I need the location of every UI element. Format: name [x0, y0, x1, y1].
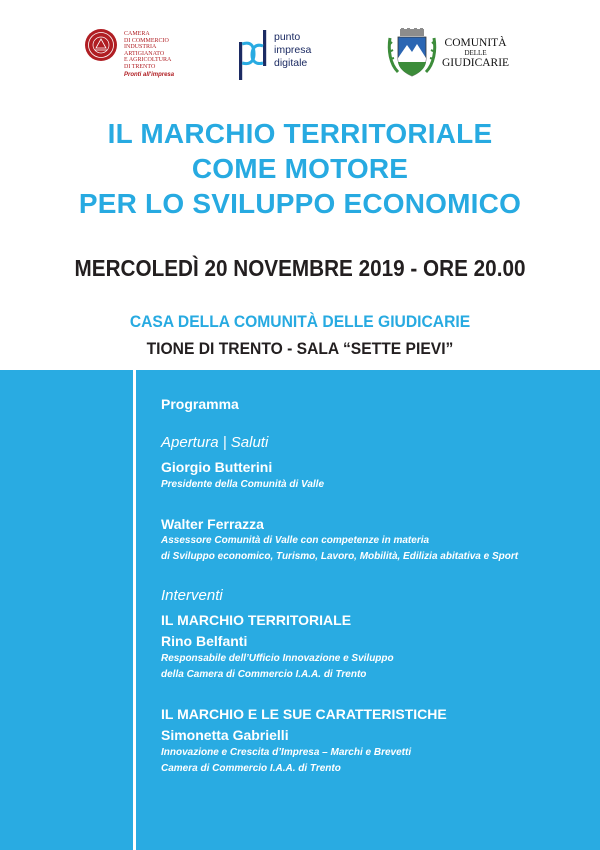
- giud-line: COMUNITÀ: [444, 37, 507, 49]
- pid-line: punto: [274, 31, 301, 43]
- giud-line: DELLE: [464, 49, 487, 57]
- cciaa-slogan: Pronti all'impresa: [124, 72, 175, 78]
- giudicarie-name: [442, 37, 509, 80]
- giud-line: GIUDICARIE: [442, 57, 510, 69]
- speaker-name: Giorgio Butterini: [161, 459, 273, 475]
- speaker-name: Rino Belfanti: [161, 633, 248, 649]
- pid-line: impresa: [274, 44, 312, 56]
- speaker-role: Responsabile dell’Ufficio Innovazione e Sviluppo: [161, 653, 394, 664]
- logo-bar: [0, 28, 600, 84]
- program-panel: [0, 370, 600, 850]
- cciaa-line: DI TRENTO: [124, 63, 156, 70]
- cciaa-logo: [84, 28, 188, 78]
- speaker-role: della Camera di Commercio I.A.A. di Trento: [161, 669, 367, 680]
- giudicarie-logo: [386, 28, 509, 80]
- title-line: COME MOTORE: [191, 153, 409, 184]
- pid-logo: [238, 28, 311, 80]
- speaker-role: Assessore Comunità di Valle con competenze in materia: [161, 535, 430, 546]
- event-venue: CASA DELLA COMUNITÀ DELLE GIUDICARIE: [129, 312, 471, 331]
- coat-of-arms-icon: [386, 28, 438, 80]
- talk-topic: IL MARCHIO TERRITORIALE: [161, 612, 352, 628]
- speaker-role: di Sviluppo economico, Turismo, Lavoro, Mobilità, Edilizia abitativa e Sport: [161, 551, 519, 562]
- chamber-seal-icon: [84, 28, 118, 62]
- cciaa-name: [124, 31, 188, 71]
- program-heading: Programma: [161, 396, 239, 412]
- speaker-name: Walter Ferrazza: [161, 516, 264, 532]
- pid-wordmark: [274, 31, 311, 80]
- speaker-role: Presidente della Comunità di Valle: [161, 479, 325, 490]
- cciaa-line: E AGRICOLTURA: [124, 57, 172, 64]
- event-place: TIONE DI TRENTO - SALA “SETTE PIEVI”: [146, 339, 454, 358]
- title-line: PER LO SVILUPPO ECONOMICO: [78, 188, 522, 219]
- cciaa-line: CAMERA: [124, 31, 150, 37]
- program-divider: [133, 370, 136, 850]
- speaker-name: Simonetta Gabrielli: [161, 727, 289, 743]
- speaker-role: Camera di Commercio I.A.A. di Trento: [161, 763, 341, 774]
- title-line: IL MARCHIO TERRITORIALE: [107, 118, 493, 149]
- opening-label: Apertura | Saluti: [161, 434, 269, 451]
- cciaa-line: INDUSTRIA: [124, 44, 157, 51]
- pid-mark-icon: [238, 28, 268, 80]
- cciaa-line: ARTIGIANATO: [124, 50, 165, 57]
- talk-topic: IL MARCHIO E LE SUE CARATTERISTICHE: [161, 706, 447, 722]
- event-title: [0, 116, 600, 221]
- pid-line: digitale: [274, 57, 308, 69]
- speaker-role: Innovazione e Crescita d’Impresa – Marchi e Brevetti: [161, 747, 412, 758]
- talks-label: Interventi: [161, 587, 223, 604]
- event-date: MERCOLEDÌ 20 NOVEMBRE 2019 - ORE 20.00: [74, 255, 526, 281]
- cciaa-line: DI COMMERCIO: [124, 37, 169, 44]
